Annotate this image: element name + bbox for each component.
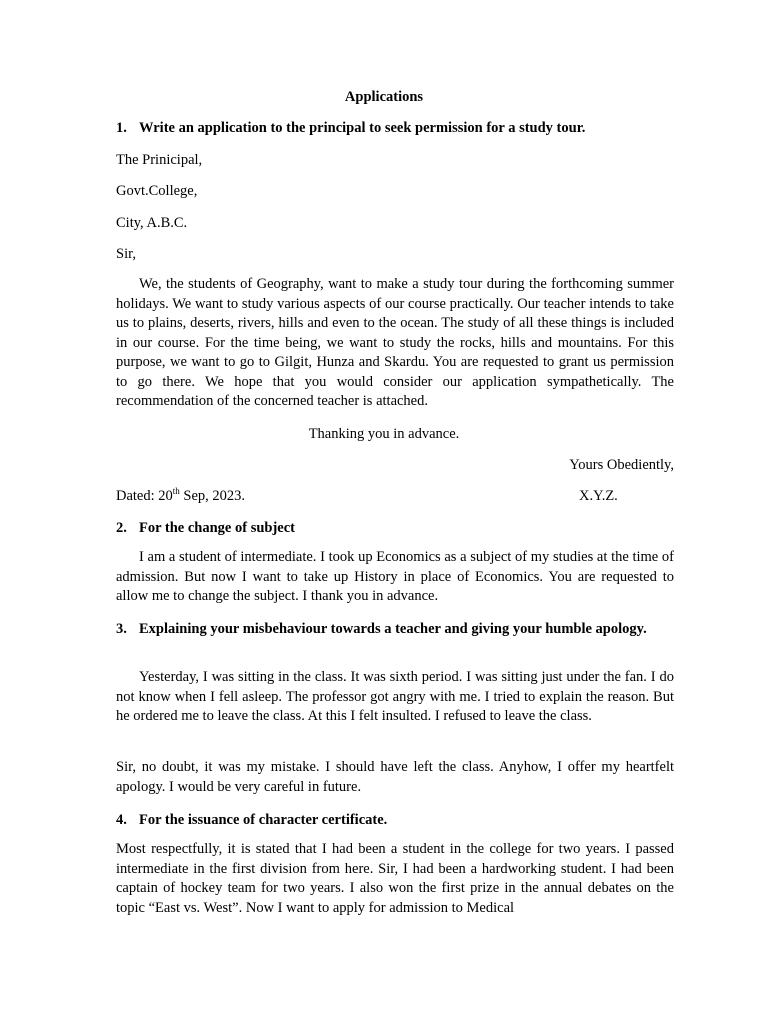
closing-line: Yours Obediently, (569, 457, 674, 473)
q1-heading-text: Write an application to the principal to seek permission for a study tour. (139, 120, 586, 136)
dated-superscript: th (172, 486, 180, 497)
thanks-line: Thanking you in advance. (308, 426, 460, 442)
salutation: Sir, (116, 246, 136, 262)
q2-number: 2. (116, 520, 127, 536)
dated-label: Dated: 20 (116, 488, 173, 504)
dated-rest: Sep, 2023. (179, 488, 246, 504)
page-title: Applications (344, 89, 424, 105)
q3-heading-text: Explaining your misbehaviour towards a teacher and giving your humble apology. (139, 621, 647, 637)
q2-heading (116, 518, 674, 538)
dated-line (116, 486, 245, 506)
q1-heading (116, 118, 674, 138)
q3-body-2: Sir, no doubt, it was my mistake. I should have left the class. Anyhow, I offer my heartfelt apology. I would be very careful in future. (116, 759, 674, 795)
signature: X.Y.Z. (579, 488, 618, 504)
q4-heading-text: For the issuance of character certificate. (139, 812, 388, 828)
q2-body: I am a student of intermediate. I took up Economics as a subject of my studies at the time of admission. But now I want to take up History in place of Economics. You are requested to allow me to change the subject. I thank you in advance. (116, 549, 674, 604)
q3-body-1: Yesterday, I was sitting in the class. It was sixth period. I was sitting just under the fan. I do not know when I fell asleep. The professor got angry with me. I tried to explain the reason. But he ordered me to leave the class. At this I felt insulted. I refused to leave the class. (116, 669, 674, 724)
address-line-3: City, A.B.C. (116, 215, 188, 231)
q4-number: 4. (116, 812, 127, 828)
q3-heading (116, 619, 674, 639)
q4-heading (116, 810, 674, 830)
q2-heading-text: For the change of subject (139, 520, 295, 536)
q1-body: We, the students of Geography, want to make a study tour during the forthcoming summer holidays. We want to study various aspects of our course practically. Our teacher intends to take us to plains, deserts, rivers, hills and even to the ocean. The study of all these things is included in our course. For the time being, we want to study the rocks, hills and mountains. For this purpose, we want to go to Gilgit, Hunza and Skardu. You are requested to grant us permission to go there. We hope that you would consider our application sympathetically. The recommendation of the concerned teacher is attached. (116, 276, 674, 409)
q3-number: 3. (116, 621, 127, 637)
q1-number: 1. (116, 120, 127, 136)
address-line-1: The Prinicipal, (116, 152, 203, 168)
q4-body: Most respectfully, it is stated that I had been a student in the college for two years. I passed intermediate in the first division from here. Sir, I had been a hardworking student. I had been captain of hockey team for two years. I also won the first prize in the annual debates on the topic “East vs. West”. Now I want to apply for admission to Medical (116, 841, 674, 916)
address-line-2: Govt.College, (116, 183, 198, 199)
